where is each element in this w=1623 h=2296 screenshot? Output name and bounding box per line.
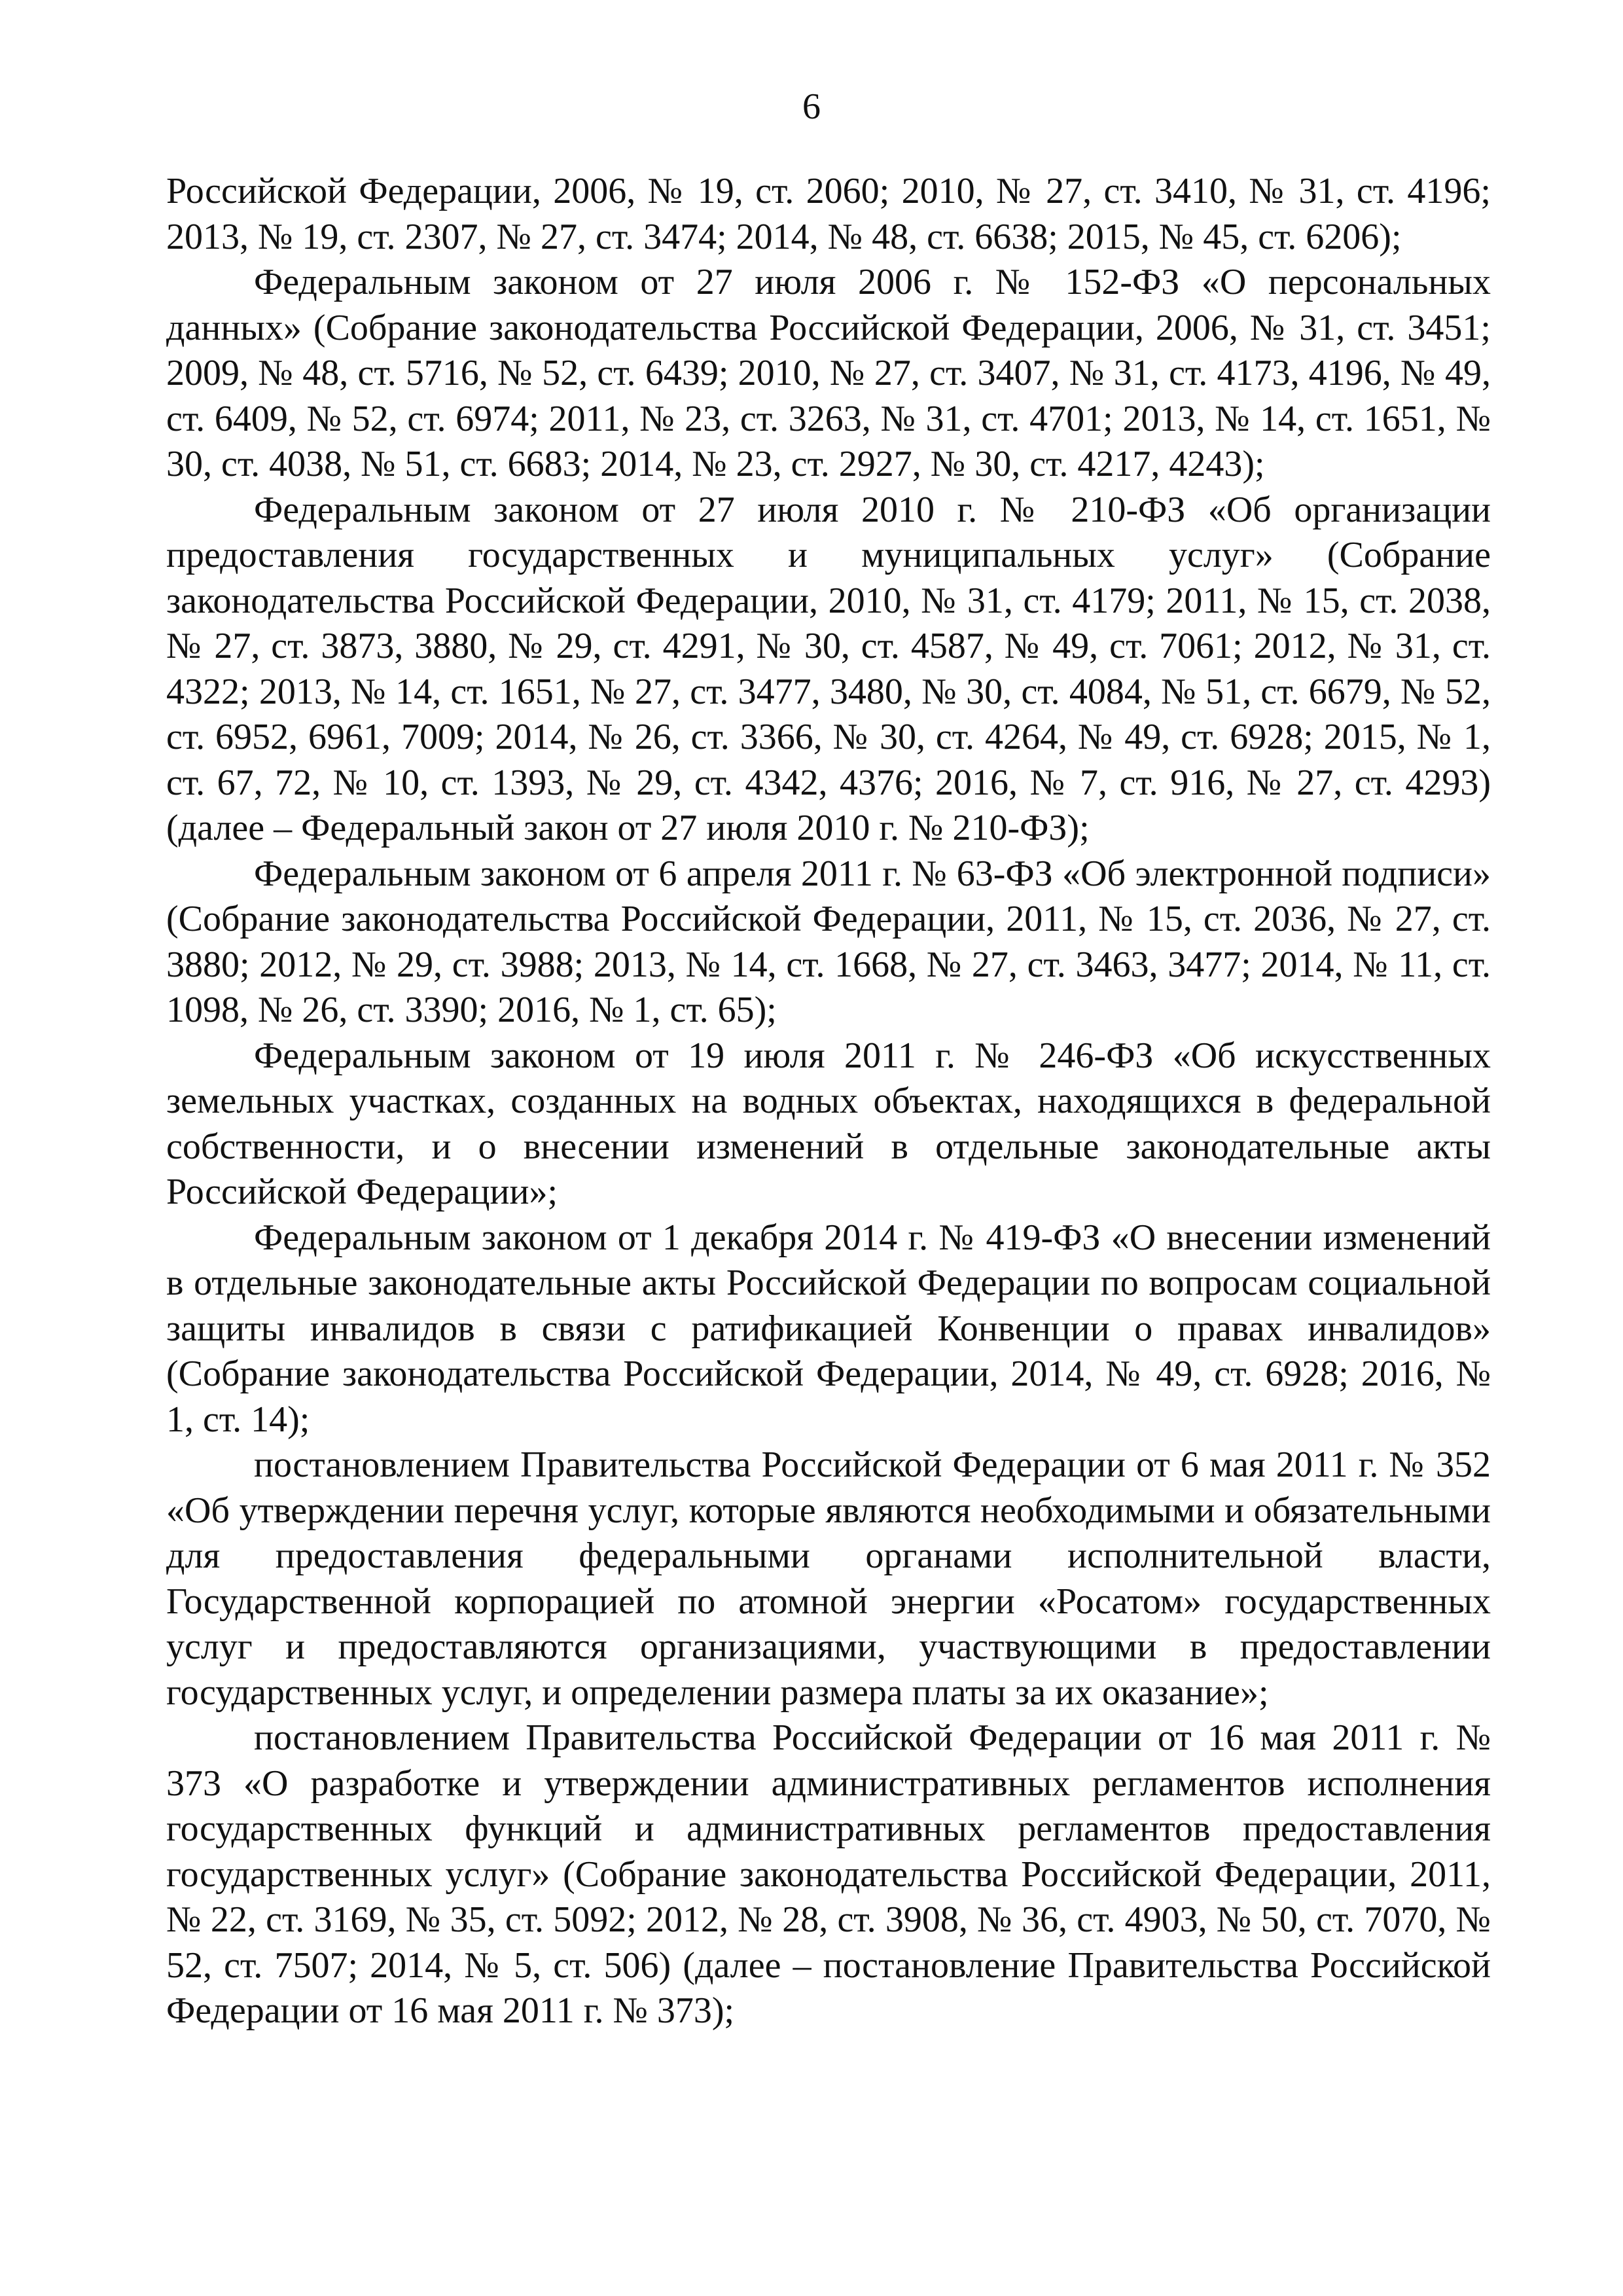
paragraph-continuation: Российской Федерации, 2006, № 19, ст. 2060; 2010, № 27, ст. 3410, № 31, ст. 4196; 2013, № 19, ст. 2307, № 27, ст. 3474; 2014, № 48, ст. 6638; 2015, № 45, ст. 6206); bbox=[166, 171, 1491, 257]
document-body bbox=[166, 169, 1491, 2034]
paragraph-law-210-fz: Федеральным законом от 27 июля 2010 г. № 210-ФЗ «Об организации предоставления государственных и муниципальных услуг» (Собрание законодательства Российской Федерации, 2010, № 31, ст. 4179; 2011, № 15, ст. 2038, № 27, ст. 3873, 3880, № 29, ст. 4291, № 30, ст. 4587, № 49, ст. 7061; 2012, № 31, ст. 4322; 2013, № 14, ст. 1651, № 27, ст. 3477, 3480, № 30, ст. 4084, № 51, ст. 6679, № 52, ст. 6952, 6961, 7009; 2014, № 26, ст. 3366, № 30, ст. 4264, № 49, ст. 6928; 2015, № 1, ст. 67, 72, № 10, ст. 1393, № 29, ст. 4342, 4376; 2016, № 7, ст. 916, № 27, ст. 4293) (далее – Федеральный закон от 27 июля 2010 г. № 210-ФЗ); bbox=[166, 489, 1491, 848]
paragraph-law-63-fz: Федеральным законом от 6 апреля 2011 г. № 63-ФЗ «Об электронной подписи» (Собрание законодательства Российской Федерации, 2011, № 15, ст. 2036, № 27, ст. 3880; 2012, № 29, ст. 3988; 2013, № 14, ст. 1668, № 27, ст. 3463, 3477; 2014, № 11, ст. 1098, № 26, ст. 3390; 2016, № 1, ст. 65); bbox=[166, 853, 1491, 1030]
paragraph-law-419-fz: Федеральным законом от 1 декабря 2014 г. № 419-ФЗ «О внесении изменений в отдельные законодательные акты Российской Федерации по вопросам социальной защиты инвалидов в связи с ратификацией Конвенции о правах инвалидов» (Собрание законодательства Российской Федерации, 2014, № 49, ст. 6928; 2016, № 1, ст. 14); bbox=[166, 1217, 1491, 1440]
paragraph-law-152-fz: Федеральным законом от 27 июля 2006 г. № 152-ФЗ «О персональных данных» (Собрание законодательства Российской Федерации, 2006, № 31, ст. 3451; 2009, № 48, ст. 5716, № 52, ст. 6439; 2010, № 27, ст. 3407, № 31, ст. 4173, 4196, № 49, ст. 6409, № 52, ст. 6974; 2011, № 23, ст. 3263, № 31, ст. 4701; 2013, № 14, ст. 1651, № 30, ст. 4038, № 51, ст. 6683; 2014, № 23, ст. 2927, № 30, ст. 4217, 4243); bbox=[166, 262, 1491, 484]
paragraph-resolution-352: постановлением Правительства Российской Федерации от 6 мая 2011 г. № 352 «Об утверждении перечня услуг, которые являются необходимыми и обязательными для предоставления федеральными органами исполнительной власти, Государственной корпорацией по атомной энергии «Росатом» государственных услуг и предоставляются организациями, участвующими в предоставлении государственных услуг, и определении размера платы за их оказание»; bbox=[166, 1444, 1491, 1713]
page-number: 6 bbox=[802, 86, 821, 127]
paragraph-resolution-373: постановлением Правительства Российской Федерации от 16 мая 2011 г. № 373 «О разработке и утверждении административных регламентов исполнения государственных функций и административных регламентов предоставления государственных услуг» (Собрание законодательства Российской Федерации, 2011, № 22, ст. 3169, № 35, ст. 5092; 2012, № 28, ст. 3908, № 36, ст. 4903, № 50, ст. 7070, № 52, ст. 7507; 2014, № 5, ст. 506) (далее – постановление Правительства Российской Федерации от 16 мая 2011 г. № 373); bbox=[166, 1717, 1491, 2031]
paragraph-law-246-fz: Федеральным законом от 19 июля 2011 г. № 246-ФЗ «Об искусственных земельных участках, созданных на водных объектах, находящихся в федеральной собственности, и о внесении изменений в отдельные законодательные акты Российской Федерации»; bbox=[166, 1035, 1491, 1212]
